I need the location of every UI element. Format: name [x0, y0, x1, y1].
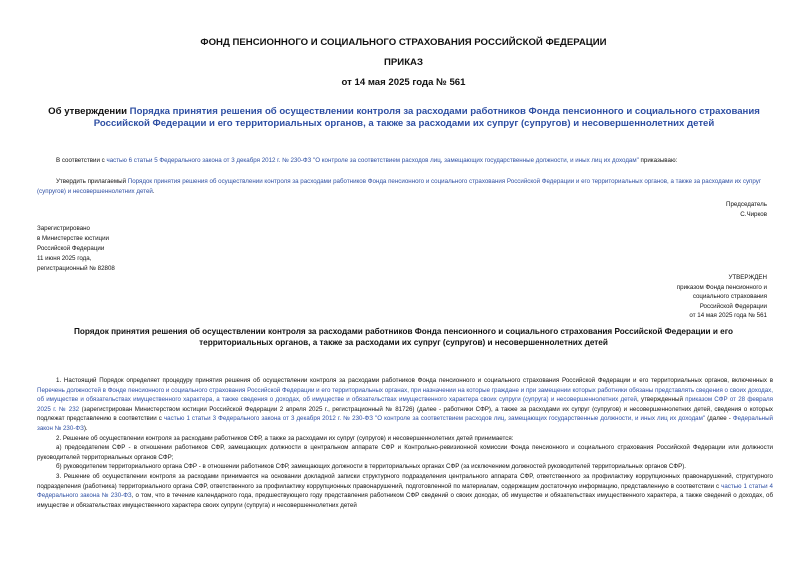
approved-line: от 14 мая 2025 года № 561: [689, 312, 767, 320]
paragraph-2b: б) руководителем территориального органа СФР - в отношении работников СФР, замещающих должности в территориальных органах СФР (за исключением должностей руководителей территориальных органов СФР).: [56, 463, 686, 471]
law-article3-link[interactable]: частью 1 статьи 3 Федерального закона от 3 декабря 2012 г. № 230-ФЗ "О контроле за соответствием расходов лиц, замещающих государственные должности, и иных лиц их доходам": [163, 415, 706, 423]
signer-position: Председатель: [726, 201, 767, 208]
basis-paragraph: [37, 156, 772, 166]
approved-line: УТВЕРЖДЕН: [728, 274, 767, 281]
law-230fz-short-link[interactable]: Федеральный закон № 230-ФЗ: [37, 415, 773, 432]
law-230fz-link[interactable]: частью 6 статьи 5 Федерального закона от 3 декабря 2012 г. № 230-ФЗ "О контроле за соответствием расходов лиц, замещающих государственные должности, и иных лиц их доходам": [106, 157, 639, 164]
paragraph-2a: а) председателем СФР - в отношении работников СФР, замещающих должности в центральном аппарате СФР и Контрольно-ревизионной комиссии Фонда пенсионного и социального страхования Российской Федерации или должности руководителей территориальных органов СФР;: [37, 444, 773, 461]
order-body: [37, 376, 773, 510]
paragraph-text: (далее -: [705, 415, 733, 423]
approve-prefix: Утвердить прилагаемый: [56, 178, 128, 185]
approved-block: [677, 273, 767, 321]
registration-line: 11 июня 2025 года,: [37, 255, 92, 262]
registration-line: Зарегистрировано: [37, 225, 90, 232]
signer-name: С.Чирков: [740, 211, 767, 218]
paragraph-1: [37, 376, 773, 434]
document-date-number: от 14 мая 2025 года № 561: [341, 77, 466, 88]
paragraph-2: 2. Решение об осуществлении контроля за расходами работников СФР, а также за расходами их супруг (супругов) и несовершеннолетних детей принимается:: [56, 434, 514, 442]
basis-suffix: приказываю:: [638, 157, 678, 164]
basis-prefix: В соответствии с: [56, 157, 107, 164]
positions-list-link[interactable]: Перечень должностей в Фонде пенсионного и социального страхования Российской Федерации и его территориальных органах, при назначении на которые граждане и при замещении которых работники обязаны представлять сведения о своих доходах, об имуществе и обязательствах имущественного характера, а также сведения о доходах, об имуществе и обязательствах имущественного характера своих супруги (супруга) и несовершеннолетних детей: [37, 386, 773, 404]
order-title: Порядок принятия решения об осуществлении контроля за расходами работников Фонда пенсионного и социального страхования Российской Федерации и его территориальных органов, а также за расходами их супруг (супругов) и несовершеннолетних детей: [73, 327, 734, 347]
document-type: ПРИКАЗ: [384, 57, 423, 68]
paragraph-text: 1. Настоящий Порядок определяет процедуру принятия решения об осуществлении контроля за расходами работников Фонда пенсионного и социального страхования Российской Федерации и его территориальных органов, включенных в: [56, 377, 773, 384]
organization-name: ФОНД ПЕНСИОННОГО И СОЦИАЛЬНОГО СТРАХОВАНИЯ РОССИЙСКОЙ ФЕДЕРАЦИИ: [200, 37, 607, 48]
title-link[interactable]: Порядка принятия решения об осуществлении контроля за расходами работников Фонда пенсионного и социального страхования Российской Федерации и его территориальных органов, а также за расходами их супруг (супругов) и несовершеннолетних детей: [93, 106, 760, 129]
paragraph-text: 3. Решение об осуществлении контроля за расходами принимается на основании докладной записки структурного подразделения центрального аппарата СФР, ответственного за профилактику коррупционных правонарушений, структурного подразделения (работника) территориального органа СФР, ответственного за профилактику коррупционных правонарушений, подготовленной по материалам, содержащим достаточную информацию, представленную в соответствии с: [37, 472, 773, 490]
approved-line: социального страхования: [692, 293, 767, 301]
title-prefix: Об утверждении: [48, 106, 130, 117]
signer-block: [726, 200, 767, 220]
procedure-link[interactable]: Порядок принятия решения об осуществлении контроля за расходами работников Фонда пенсионного и социального страхования Российской Федерации и его территориальных органов, а также за расходами их супруг (супругов) и несовершеннолетних детей: [37, 178, 762, 195]
registration-block: [37, 224, 115, 274]
registration-line: в Министерстве юстиции: [37, 235, 110, 242]
paragraph-3: [37, 472, 773, 510]
paragraph-text: , утвержденный: [637, 396, 686, 404]
approved-line: приказом Фонда пенсионного и: [676, 283, 767, 291]
order-232-link[interactable]: приказом СФР от 28 февраля 2025 г. № 232: [37, 396, 773, 413]
document-title: [48, 106, 760, 130]
registration-line: регистрационный № 82808: [37, 265, 115, 272]
approve-paragraph: [37, 177, 772, 197]
registration-line: Российской Федерации: [37, 245, 105, 252]
paragraph-text: , о том, что в течение календарного года, предшествующего году представления работником СФР сведений о своих доходах, об имуществе и обязательствах имущественного характера, а также сведений о доходах, об имуществе и обязательствах имущественного характера своих супруги (супруга) и несовершеннолетних детей: [37, 492, 773, 509]
paragraph-text: (зарегистрирован Министерством юстиции Российской Федерации 2 апреля 2025 г., регистрационный № 81726) (далее - работники СФР), а также за расходами их супруг (супругов) и несовершеннолетних детей, сведения о которых подлежат представлению в соответствии с: [37, 405, 773, 423]
paragraph-text: ).: [83, 424, 88, 432]
approved-line: Российской Федерации: [699, 302, 767, 310]
approve-suffix: .: [152, 187, 155, 195]
law-article4-link[interactable]: частью 1 статьи 4 Федерального закона № 230-ФЗ: [37, 482, 773, 500]
